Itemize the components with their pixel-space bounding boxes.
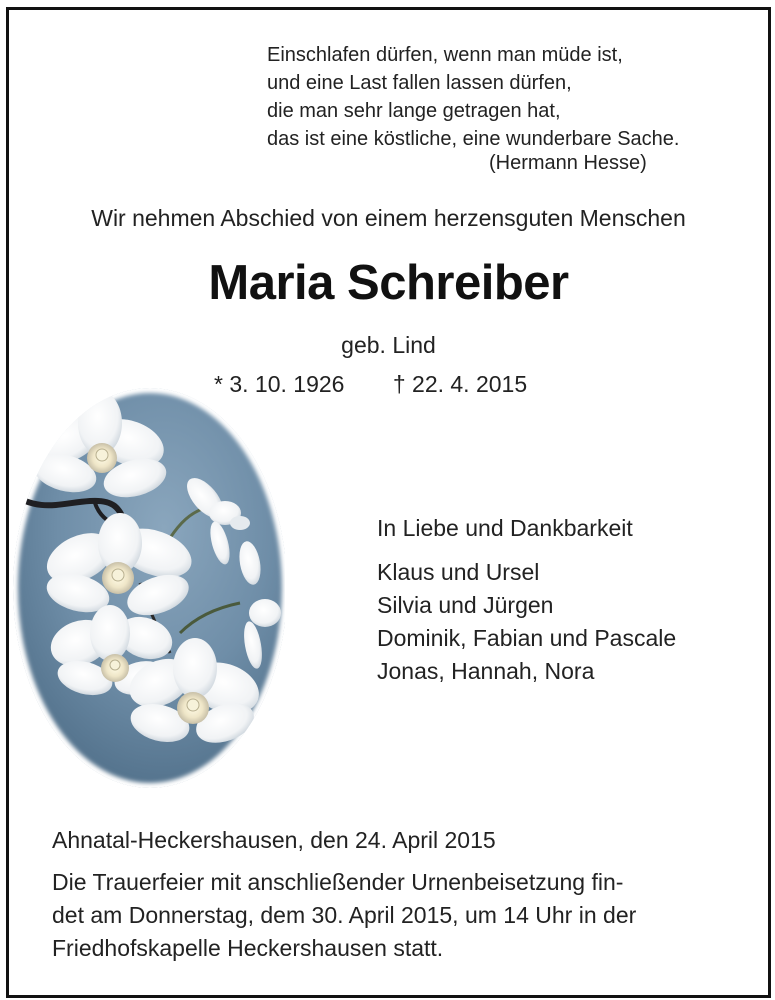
- farewell-text: Wir nehmen Abschied von einem herzensguten Menschen: [91, 205, 686, 231]
- ceremony-line: Die Trauerfeier mit anschließender Urnenbeisetzung fin-: [52, 869, 624, 895]
- ceremony-line: det am Donnerstag, dem 30. April 2015, um 14 Uhr in der: [52, 902, 637, 928]
- birth-name: geb. Lind: [341, 332, 436, 358]
- family-member: Silvia und Jürgen: [377, 592, 554, 618]
- family-member: Klaus und Ursel: [377, 559, 540, 585]
- quote-author: (Hermann Hesse): [489, 152, 647, 174]
- orchid-image: [10, 383, 285, 788]
- obituary-frame: [6, 7, 771, 998]
- ceremony-info: [52, 866, 732, 965]
- birth-date: * 3. 10. 1926: [214, 371, 345, 397]
- quote: [267, 41, 679, 153]
- place-date: Ahnatal-Heckershausen, den 24. April 2015: [52, 827, 496, 853]
- family-member: Dominik, Fabian und Pascale: [377, 625, 677, 651]
- quote-line: das ist eine köstliche, eine wunderbare Sache.: [267, 128, 680, 150]
- quote-line: die man sehr lange getragen hat,: [267, 100, 561, 122]
- family-member: Jonas, Hannah, Nora: [377, 658, 595, 684]
- quote-line: Einschlafen dürfen, wenn man müde ist,: [267, 44, 623, 66]
- deceased-name: Maria Schreiber: [208, 256, 569, 310]
- family-intro: In Liebe und Dankbarkeit: [377, 515, 633, 541]
- death-date: † 22. 4. 2015: [392, 371, 528, 397]
- ceremony-line: Friedhofskapelle Heckershausen statt.: [52, 935, 444, 961]
- family-list: [377, 556, 676, 688]
- quote-line: und eine Last fallen lassen dürfen,: [267, 72, 572, 94]
